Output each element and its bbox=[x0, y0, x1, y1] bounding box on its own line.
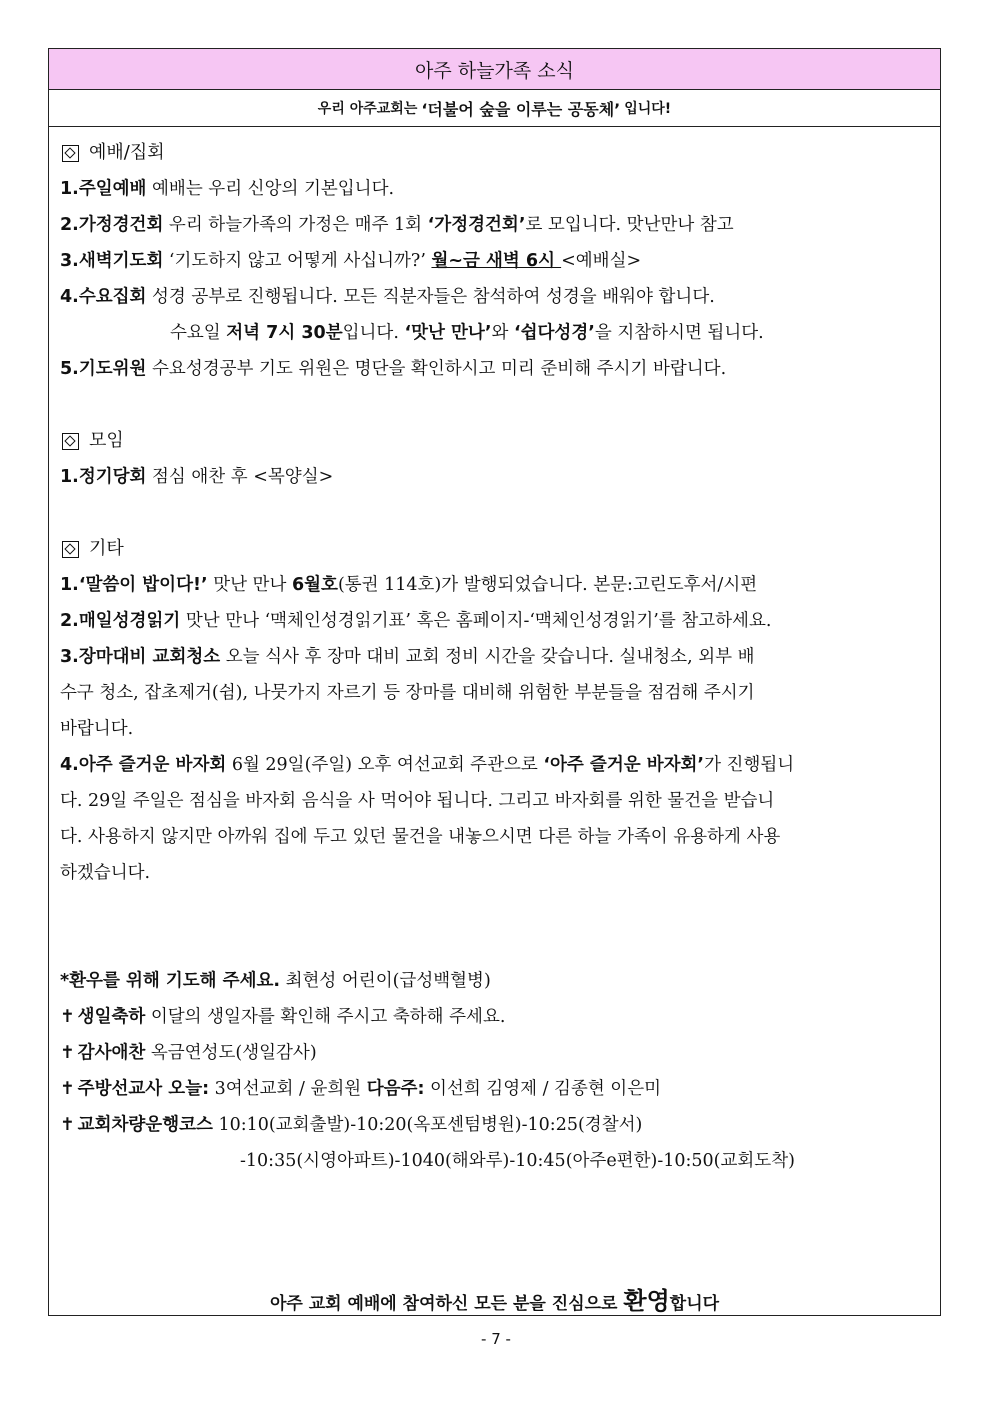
cross-icon: ✝ bbox=[60, 1115, 75, 1135]
notice-label: 생일축하 bbox=[77, 1007, 146, 1027]
item-text: ‘기도하지 않고 어떻게 사십니까?’ bbox=[163, 251, 432, 271]
item-emphasis: ‘아주 즐거운 바자회’ bbox=[543, 755, 705, 775]
item-emphasis: ‘맛난 만나’ bbox=[404, 323, 492, 343]
cross-icon: ✝ bbox=[60, 1007, 75, 1027]
welcome-text: 합니다 bbox=[669, 1294, 720, 1314]
birthday-notice bbox=[60, 999, 936, 1035]
subtitle-emphasis: ‘더불어 숲을 이루는 공동체’ bbox=[421, 99, 621, 119]
item-text: 우리 하늘가족의 가정은 매주 1회 bbox=[163, 215, 428, 235]
item-text: 와 bbox=[491, 323, 514, 343]
item-text: 가 진행됩니 bbox=[704, 755, 795, 775]
notice-label: 다음주: bbox=[366, 1079, 425, 1099]
notice-text: 이달의 생일자를 확인해 주시고 축하해 주세요. bbox=[145, 1007, 506, 1027]
welcome-emphasis: 환영 bbox=[623, 1287, 670, 1315]
list-item bbox=[60, 243, 936, 279]
item-label: 1.주일예배 bbox=[60, 179, 147, 199]
list-item bbox=[60, 747, 936, 783]
list-item bbox=[60, 171, 936, 207]
notice-text: 옥금연성도(생일감사) bbox=[145, 1043, 317, 1063]
item-label: 2.매일성경읽기 bbox=[60, 611, 181, 631]
list-item bbox=[60, 603, 936, 639]
notice-label: 주방선교사 오늘: bbox=[77, 1079, 210, 1099]
item-label: 1.정기당회 bbox=[60, 467, 147, 487]
diamond-box-icon bbox=[62, 145, 79, 162]
item-text: 예배는 우리 신앙의 기본입니다. bbox=[146, 179, 395, 199]
list-item bbox=[60, 639, 936, 675]
cross-icon: ✝ bbox=[60, 1079, 75, 1099]
subtitle bbox=[49, 90, 940, 127]
kitchen-notice bbox=[60, 1071, 936, 1107]
list-item bbox=[60, 567, 936, 603]
item-text: 을 지참하시면 됩니다. bbox=[594, 323, 764, 343]
heading-text: 기타 bbox=[89, 538, 124, 559]
section-heading-worship bbox=[60, 135, 936, 171]
diamond-box-icon bbox=[62, 541, 79, 558]
item-label: 4.아주 즐거운 바자회 bbox=[60, 755, 227, 775]
item-text: 로 모입니다. 맛난만나 참고 bbox=[525, 215, 734, 235]
item-text: (통권 114호)가 발행되었습니다. 본문:고린도후서/시편 bbox=[337, 575, 758, 595]
item-label: 4.수요집회 bbox=[60, 287, 147, 307]
item-text: 수요일 bbox=[170, 323, 227, 343]
item-emphasis: 월~금 새벽 6시 bbox=[431, 251, 562, 271]
vehicle-notice bbox=[60, 1107, 936, 1143]
item-text: 맛난 만나 bbox=[207, 575, 292, 595]
item-label: 3.새벽기도회 bbox=[60, 251, 164, 271]
item-text: 성경 공부로 진행됩니다. 모든 직분자들은 참석하여 성경을 배워야 합니다. bbox=[146, 287, 715, 307]
notice-label: *환우를 위해 기도해 주세요. bbox=[60, 971, 281, 991]
bulletin-frame bbox=[48, 48, 941, 1316]
welcome-text: 아주 교회 예배에 참여하신 모든 분을 진심으로 bbox=[269, 1294, 624, 1314]
list-item-continuation: 다. 29일 주일은 점심을 바자회 음식을 사 먹어야 됩니다. 그리고 바자회를 위한 물건을 받습니 bbox=[60, 791, 775, 811]
page-number: - 7 - bbox=[481, 1330, 511, 1348]
item-label: 2.가정경건회 bbox=[60, 215, 164, 235]
list-item-continuation: 다. 사용하지 않지만 아까워 집에 두고 있던 물건을 내놓으시면 다른 하늘 가족이 유용하게 사용 bbox=[60, 827, 781, 847]
welcome-message bbox=[49, 1281, 940, 1316]
diamond-box-icon bbox=[62, 433, 79, 450]
item-emphasis: ‘쉽다성경’ bbox=[513, 323, 595, 343]
item-emphasis: 6월호 bbox=[291, 575, 338, 595]
heading-text: 예배/집회 bbox=[89, 142, 165, 163]
item-text: 입니다. bbox=[342, 323, 405, 343]
list-item bbox=[60, 279, 936, 315]
list-item-continuation: 바랍니다. bbox=[60, 719, 134, 739]
item-emphasis: ‘가정경건회’ bbox=[427, 215, 526, 235]
item-label: 3.장마대비 교회청소 bbox=[60, 647, 221, 667]
subtitle-pre: 우리 아주교회는 bbox=[317, 101, 418, 117]
item-text: 점심 애찬 후 <목양실> bbox=[146, 467, 334, 487]
content bbox=[60, 135, 936, 1179]
notice-text: 10:10(교회출발)-10:20(옥포센텀병원)-10:25(경찰서) bbox=[212, 1115, 643, 1135]
vehicle-notice-continuation: -10:35(시영아파트)-1040(해와루)-10:45(아주e편한)-10:50(교회도착) bbox=[240, 1151, 795, 1171]
notice-text: 3여선교회 / 윤희원 bbox=[209, 1079, 367, 1099]
title-text: 아주 하늘가족 소식 bbox=[415, 59, 574, 82]
subtitle-post: 입니다! bbox=[624, 101, 672, 117]
item-text: 수요성경공부 기도 위원은 명단을 확인하시고 미리 준비해 주시기 바랍니다. bbox=[146, 359, 727, 379]
list-item bbox=[60, 207, 936, 243]
item-emphasis: 저녁 7시 30분 bbox=[226, 323, 343, 343]
cross-icon: ✝ bbox=[60, 1043, 75, 1063]
item-label: 5.기도위원 bbox=[60, 359, 147, 379]
section-heading-meeting bbox=[60, 423, 936, 459]
item-text: 오늘 식사 후 장마 대비 교회 정비 시간을 갖습니다. 실내청소, 외부 배 bbox=[220, 647, 755, 667]
list-item bbox=[60, 351, 936, 387]
item-text: 6월 29일(주일) 오후 여선교회 주관으로 bbox=[226, 755, 544, 775]
notice-label: 감사애찬 bbox=[77, 1043, 146, 1063]
list-item-continuation bbox=[60, 315, 936, 351]
list-item bbox=[60, 459, 936, 495]
item-text: <예배실> bbox=[561, 251, 642, 271]
list-item-continuation: 수구 청소, 잡초제거(쉼), 나뭇가지 자르기 등 장마를 대비해 위험한 부분들을 점검해 주시기 bbox=[60, 683, 755, 703]
thanks-notice bbox=[60, 1035, 936, 1071]
page-title bbox=[49, 49, 940, 90]
list-item-continuation: 하겠습니다. bbox=[60, 863, 151, 883]
notice-label: 교회차량운행코스 bbox=[77, 1115, 213, 1135]
item-label: 1.‘말씀이 밥이다!’ bbox=[60, 575, 208, 595]
prayer-notice bbox=[60, 963, 936, 999]
heading-text: 모임 bbox=[89, 430, 124, 451]
section-heading-etc bbox=[60, 531, 936, 567]
item-text: 맛난 만나 ‘맥체인성경읽기표’ 혹은 홈페이지-‘맥체인성경읽기’를 참고하세요. bbox=[180, 611, 772, 631]
notice-text: 이선희 김영제 / 김종현 이은미 bbox=[424, 1079, 662, 1099]
notice-text: 최현성 어린이(급성백혈병) bbox=[280, 971, 491, 991]
